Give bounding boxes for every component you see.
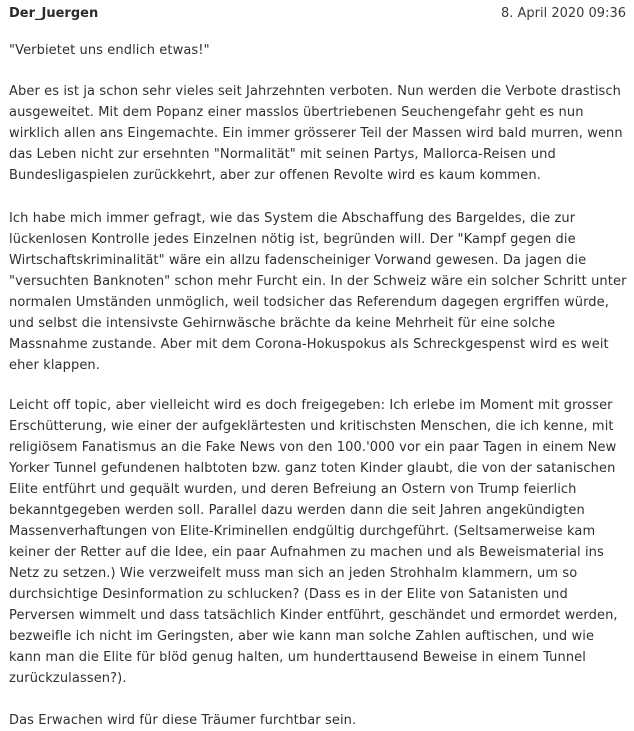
comment-paragraph: Leicht off topic, aber vielleicht wird es doch freigegeben: Ich erlebe im Moment mit grosser Erschütterung, wie einer der aufgeklärtesten und kritischsten Menschen, die ich kenne, mit religiösem Fanatismus an die Fake News von den 100.'000 vor ein paar Tagen in einem New Yorker Tunnel gefundenen halbtoten bzw. ganz toten Kinder glaubt, die von der satanischen Elite entführt und gequält wurden, und deren Befreiung an Ostern von Trump feierlich bekanntgegeben werden soll. Parallel dazu werden dann die seit Jahren angekündigten Massenverhaftungen von Elite-Kriminellen endgültig durchgeführt. (Seltsamerweise kam keiner der Retter auf die Idee, ein paar Aufnahmen zu machen und als Beweismaterial ins Netz zu setzen.) Wie verzweifelt muss man sich an jeden Strohhalm klammern, um so durchsichtige Desinformation zu schlucken? (Dass es in der Elite von Satanisten und Perversen wimmelt und dass tatsächlich Kinder entführt, geschändet und ermordet werden, bezweifle ich nicht im Geringsten, aber wie kann man solche Zahlen auftischen, und wie kann man die Elite für blöd genug halten, um hunderttausend Beweise in einem Tunnel zurückzulassen?). <box>9 398 618 686</box>
comment-paragraph: Aber es ist ja schon sehr vieles seit Jahrzehnten verboten. Nun werden die Verbote drastisch ausgeweitet. Mit dem Popanz einer masslos übertriebenen Seuchengefahr geht es nun wirklich allen ans Eingemachte. Ein immer grösserer Teil der Massen wird bald murren, wenn das Leben nicht zur ersehnten "Normalität" mit seinen Partys, Mallorca-Reisen und Bundesligaspielen zurückkehrt, aber zur offenen Revolte wird es kaum kommen. <box>9 84 623 183</box>
comment-paragraph: Ich habe mich immer gefragt, wie das System die Abschaffung des Bargeldes, die zur lückenlosen Kontrolle jedes Einzelnen nötig ist, begründen will. Der "Kampf gegen die Wirtschaftskriminalität" wäre ein allzu fadenscheiniger Vorwand gewesen. Da jagen die "versuchten Banknoten" schon mehr Furcht ein. In der Schweiz wäre ein solcher Schritt unter normalen Umständen unmöglich, weil todsicher das Referendum dagegen ergriffen würde, und selbst die intensivste Gehirnwäsche brächte da keine Mehrheit für eine solche Massnahme zustande. Aber mit dem Corona-Hokuspokus als Schreckgespenst wird es weit eher klappen. <box>9 211 627 373</box>
comment-paragraph-quote: "Verbietet uns endlich etwas!" <box>9 43 210 58</box>
comment-timestamp: 8. April 2020 09:36 <box>500 6 626 21</box>
comment-author[interactable]: Der_Juergen <box>9 6 99 21</box>
comment-paragraph-closing: Das Erwachen wird für diese Träumer furchtbar sein. <box>9 713 357 728</box>
comment-body <box>9 40 627 731</box>
comment-header <box>9 4 626 24</box>
